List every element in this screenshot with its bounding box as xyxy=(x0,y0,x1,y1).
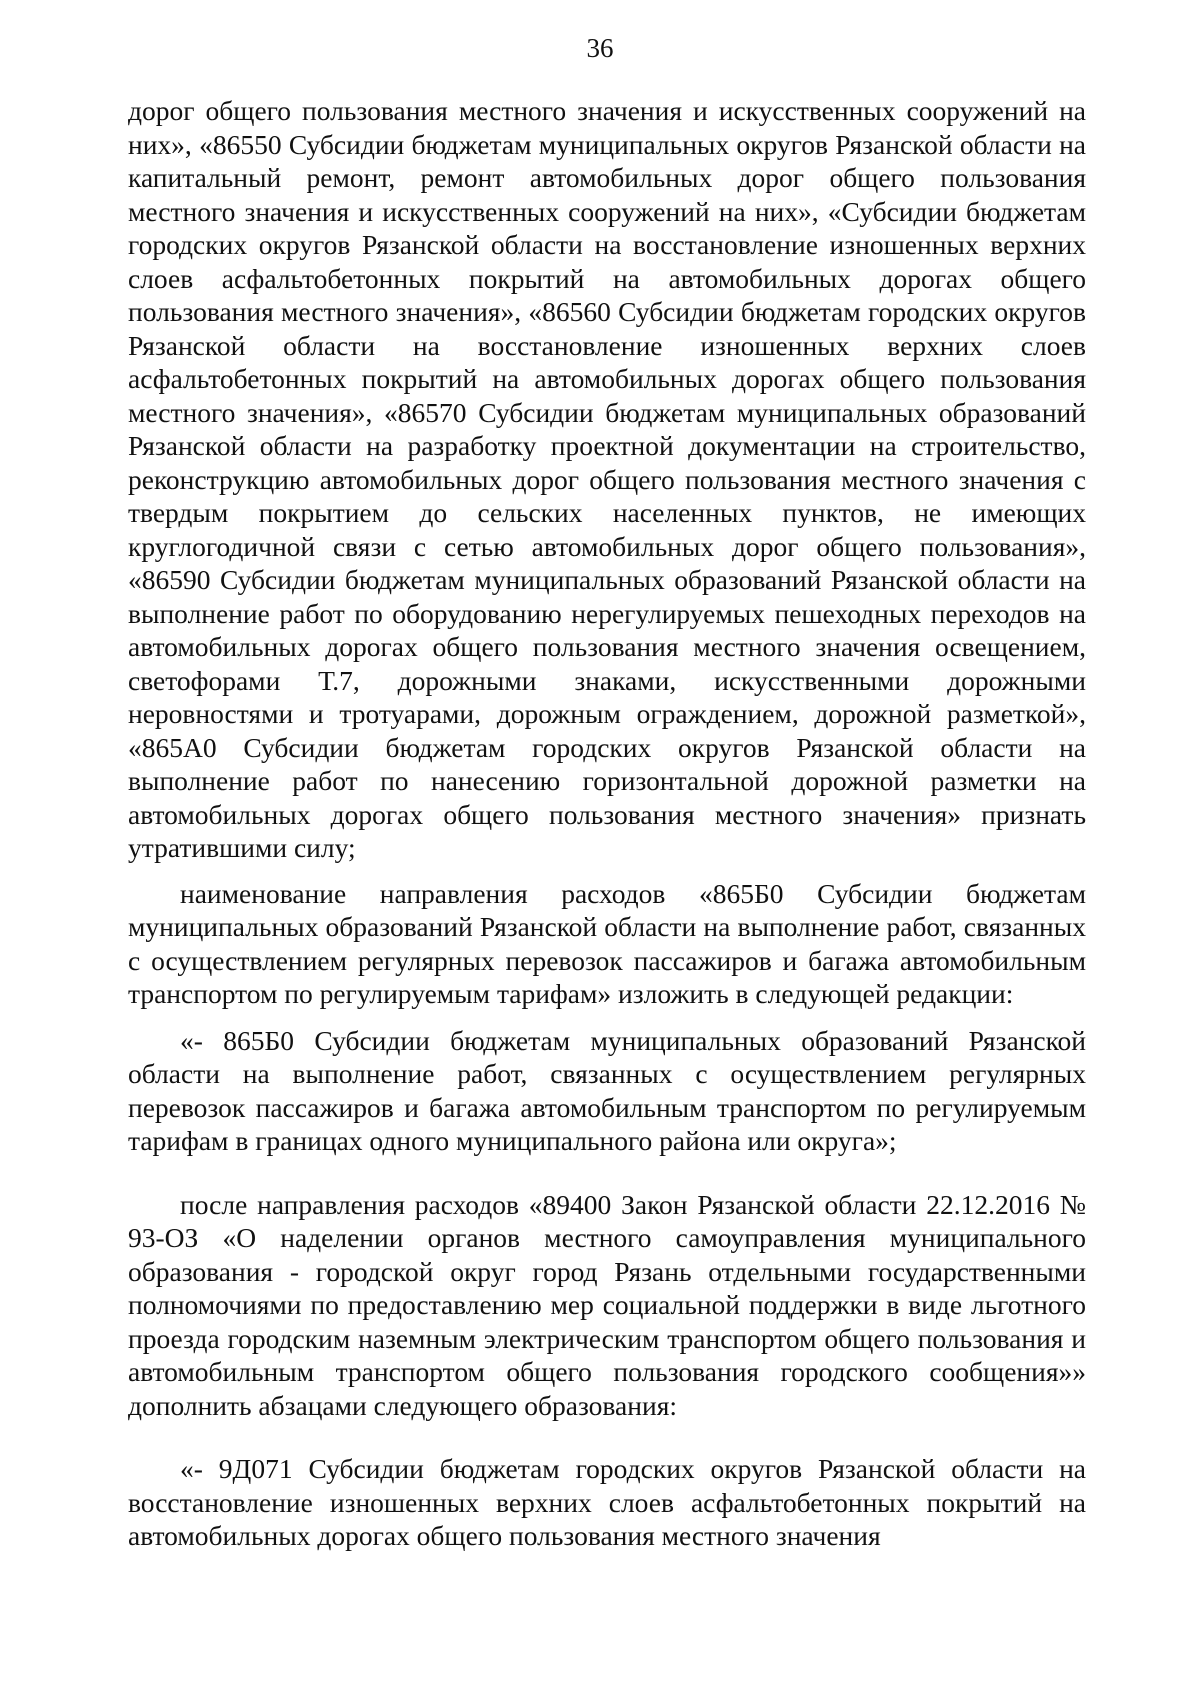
paragraph-after-expense: после направления расходов «89400 Закон Рязанской области 22.12.2016 № 93-ОЗ «О наделении органов местного самоуправления муниципального образования - городской округ город Рязань отдельными государственными полномочиями по предоставлению мер социальной поддержки в виде льготного проезда городским наземным электрическим транспортом общего пользования и автомобильным транспортом общего пользования городского сообщения»» дополнить абзацами следующего образования: xyxy=(128,1188,1086,1421)
paragraph-continuation: дорог общего пользования местного значения и искусственных сооружений на них», «86550 Субсидии бюджетам муниципальных округов Рязанской области на капитальный ремонт, ремонт автомобильных дорог общего пользования местного значения и искусственных сооружений на них», «Субсидии бюджетам городских округов Рязанской области на восстановление изношенных верхних слоев асфальтобетонных покрытий на автомобильных дорогах общего пользования местного значения», «86560 Субсидии бюджетам городских округов Рязанской области на восстановление изношенных верхних слоев асфальтобетонных покрытий на автомобильных дорогах общего пользования местного значения», «86570 Субсидии бюджетам муниципальных образований Рязанской области на разработку проектной документации на строительство, реконструкцию автомобильных дорог общего пользования местного значения с твердым покрытием до сельских населенных пунктов, не имеющих круглогодичной связи с сетью автомобильных дорог общего пользования», «86590 Субсидии бюджетам муниципальных образований Рязанской области на выполнение работ по оборудованию нерегулируемых пешеходных переходов на автомобильных дорогах общего пользования местного значения освещением, светофорами Т.7, дорожными знаками, искусственными дорожными неровностями и тротуарами, дорожным ограждением, дорожной разметкой», «865А0 Субсидии бюджетам городских округов Рязанской области на выполнение работ по нанесению горизонтальной дорожной разметки на автомобильных дорогах общего пользования местного значения» признать утратившими силу; xyxy=(128,95,1086,863)
paragraph-new-wording: «- 865Б0 Субсидии бюджетам муниципальных образований Рязанской области на выполнение работ, связанных с осуществлением регулярных перевозок пассажиров и багажа автомобильным транспортом по регулируемым тарифам в границах одного муниципального района или округа»; xyxy=(128,1024,1086,1156)
page-number: 36 xyxy=(586,33,614,63)
paragraph-rename-expense: наименование направления расходов «865Б0 Субсидии бюджетам муниципальных образований Рязанской области на выполнение работ, связанных с осуществлением регулярных перевозок пассажиров и багажа автомобильным транспортом по регулируемым тарифам» изложить в следующей редакции: xyxy=(128,877,1086,1009)
paragraph-added-item: «- 9Д071 Субсидии бюджетам городских округов Рязанской области на восстановление изношенных верхних слоев асфальтобетонных покрытий на автомобильных дорогах общего пользования местного значения xyxy=(128,1453,1086,1551)
document-body xyxy=(128,94,1086,1553)
